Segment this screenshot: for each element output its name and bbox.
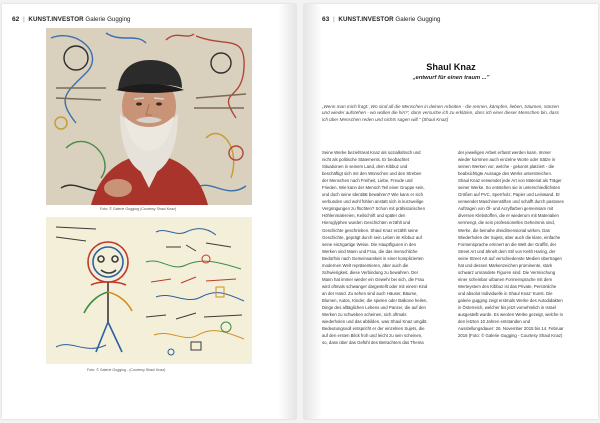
body-text-line: beabsichtigte Aussage des Werks unterstreichen. [458, 171, 553, 177]
pull-quote [322, 104, 584, 123]
quote-line: „Wenn man mich fragt: ‚Wo sind all die Menschen in deinen Arbeiten - die rennen, kämpfen, lieben, träumen, stürzen [322, 104, 559, 109]
left-page [2, 4, 296, 419]
body-text-line: seine Street Art auf verschiedenste Medien übertragen [458, 255, 562, 261]
body-text-line: modernen Welt repräsentieren, aber auch die [322, 262, 409, 268]
artwork-illustration [46, 217, 252, 364]
body-text-line: in Österreich, welcher bis jetzt vornehmlich in Israel [458, 305, 556, 311]
section-name: Galerie Gugging [395, 16, 441, 23]
body-text-line: schwarz umrandete Figuren sind. Die Vermischung [458, 269, 556, 275]
body-text-line: den letzten 10 Jahren entstanden und [458, 319, 531, 325]
body-text-line: ausgestellt wurde. Es werden Werke gezeigt, welche in [458, 312, 564, 318]
portrait-illustration [46, 28, 252, 205]
body-text-line: Dinge des alltäglichen Lebens und Panzer, die auf den [322, 305, 426, 311]
article-subtitle: „entwurf für einen traum ..." [412, 75, 490, 81]
separator: | [333, 16, 335, 23]
body-text-line: Größen auf PVC, Sperrholz, Papier und Leinwand. Er [458, 192, 560, 198]
body-text-line: Werken sind Mann und Frau, die das menschliche [322, 248, 418, 254]
quote-line: und wieder aufstehen - wo wollen die hin?', dann versuche ich zu erklären, dass ich einer dieser Menschen bin, dass [322, 110, 560, 116]
body-text-line: galerie gugging zeigt erstmals Werke des Autodidakten [458, 297, 563, 303]
body-column-right [458, 149, 584, 339]
separator: | [23, 16, 25, 23]
artwork-image [46, 217, 252, 364]
body-text-line: 2016 (Foto: © Galerie Gugging - Courtesy Shaul Knaz) [458, 333, 563, 339]
body-text-line: beschäftigt sich mit den Wünschen und den Streben [322, 171, 422, 177]
body-text-line: seine einzigartige Weise. Die Hauptfiguren in den [322, 241, 417, 247]
body-text-line: verwendet Maschinenstiften und schafft durch pastoses [458, 199, 564, 205]
quote-line: ich über Menschen reden und nichts sagen will." (Shaul Knaz) [322, 116, 449, 122]
body-text-line: der jeweiligen Arbeit erfasst werden kann. Immer [458, 150, 551, 155]
artist-portrait-photo [46, 28, 252, 205]
body-text-line: Blumen, Autos, Kinder, die spielen oder Balkone heilen, [322, 297, 428, 303]
body-text-line: so, dass über das Gefühl des Betrachters das Thema [322, 340, 424, 346]
body-text-line: wiederholen und das abbilden, was Shaul Knaz umgibt. [322, 319, 428, 325]
body-text-line: Wiederholen der Sujets, aber auch die klare, einfache [458, 234, 561, 240]
article-title: Shaul Knaz [426, 62, 476, 72]
body-text-line: Bedeutungsvoll entspricht er der einzelnen Sujets, die [322, 326, 425, 332]
body-text-line: Höhlenmalereien, Keilschrift und später den [322, 213, 406, 219]
body-text-line: Situationen in seinem Land, dem Kibbuz und [322, 164, 408, 170]
body-text-line: der Menschen nach Freiheit, Liebe, Freude und [322, 178, 413, 184]
magazine-name: KUNST.INVESTOR [338, 16, 394, 23]
body-text-line: diversen Klebstoffen, die er wiederum mit Materialien [458, 213, 559, 219]
body-text-line: Geschichte geschrieben. Shaul Knaz erzählt seine [322, 227, 419, 233]
body-text-line: und absolut Individuelle in Shaul Knaz' Kunst. Die [458, 290, 553, 296]
body-text-line: Geschichte, geprägt durch sein Leben im Kibbuz auf [322, 234, 422, 240]
gutter-shadow [278, 4, 296, 419]
body-text-line: seinen Werken vor, welche - gekonnt platziert - die [458, 164, 555, 170]
magazine-name: KUNST.INVESTOR [28, 16, 84, 23]
section-name: Galerie Gugging [85, 16, 131, 23]
body-text-line: Shaul Knaz verwendet jede Art von Material als Träger [458, 178, 562, 184]
page-number: 63 [322, 16, 330, 23]
body-text-line: auf den ersten Blick froh und leicht zu sein scheinen, [322, 333, 423, 339]
body-text-line: Frieden. Wie kann der Mensch Teil einer Gruppe sein, [322, 185, 425, 191]
body-text-line: und doch seine Identität bewahren? Wie kann er sich [322, 192, 424, 198]
running-head-left [12, 16, 130, 23]
body-text-line: einer scheinbar urbanen Formensprache mit dem [458, 276, 553, 282]
photo-caption: Foto: © Galerie Gugging (Courtesy Shaul Knaz) [100, 207, 177, 211]
body-text-line: Hieroglyphen wurden Geschichten erzählt und [322, 220, 411, 226]
body-text-line: Ausstellungsdauer: 26. November 2015 bis 14. Februar [458, 326, 564, 332]
body-text-line: Bedürfnis nach Gemeinsamkeit in einer komplizierten [322, 255, 424, 261]
body-text-line: wieder kommen auch einzelne Worte oder Sätze in [458, 157, 556, 163]
body-text-line: Schwierigkeit, diese Verbindung zu bewahren. Der [322, 269, 419, 275]
body-text-line: nicht als politische Statements. Er beobachtet [322, 157, 409, 163]
artwork-caption: Foto: © Galerie Gugging - (Courtesy Shaul Knaz) [87, 368, 166, 372]
body-text-line: Werke, die beinahe dreidimensional wirken. Das [458, 227, 550, 233]
body-text-line: Auftragen von Öl- und Acrylfarben gemeinsam mit [458, 206, 554, 212]
body-text-line: an der Hand. Zu sehen sind auch Häuser, Bäume, [322, 290, 418, 296]
right-page [304, 4, 598, 419]
body-text-line: verbunden und wohl fühlen anstatt sich in kurzweilige [322, 199, 424, 205]
body-text-line: Werken zu schweben scheinen, sich oftmals [322, 312, 407, 318]
body-text-line: Mann hat immer wieder ein Gewehr bei sich, die Frau [322, 276, 424, 282]
body-text-line: Formensprache erinnert an die Welt der Graffiti, der [458, 241, 557, 247]
running-head-right [322, 16, 440, 23]
body-text-line: Vergnügungen zu flüchten? Schon mit prähistorischen [322, 206, 425, 212]
body-text-line: Seine Werke beziehtreat Knaz als sozialkritisch und [322, 150, 421, 155]
body-text-line: seiner Werke. So entstehen sie in unterschiedlichsten [458, 185, 561, 191]
body-text-line: Werteystem des Kibbuz ist das Private, Persönliche [458, 283, 557, 289]
body-text-line: hat und dessen Markenzeichen prominente, stark [458, 262, 553, 268]
body-column-left [322, 149, 448, 346]
body-text-line: Street Art und ähnelt dem Stil von Keith Haring, der [458, 248, 556, 254]
body-text-line: wird oftmals schwanger dargestellt oder mit einem Kind [322, 283, 428, 289]
body-text-line: vermengt, die sein professionelles Geheimnis sind, [458, 220, 555, 226]
page-number: 62 [12, 16, 20, 23]
